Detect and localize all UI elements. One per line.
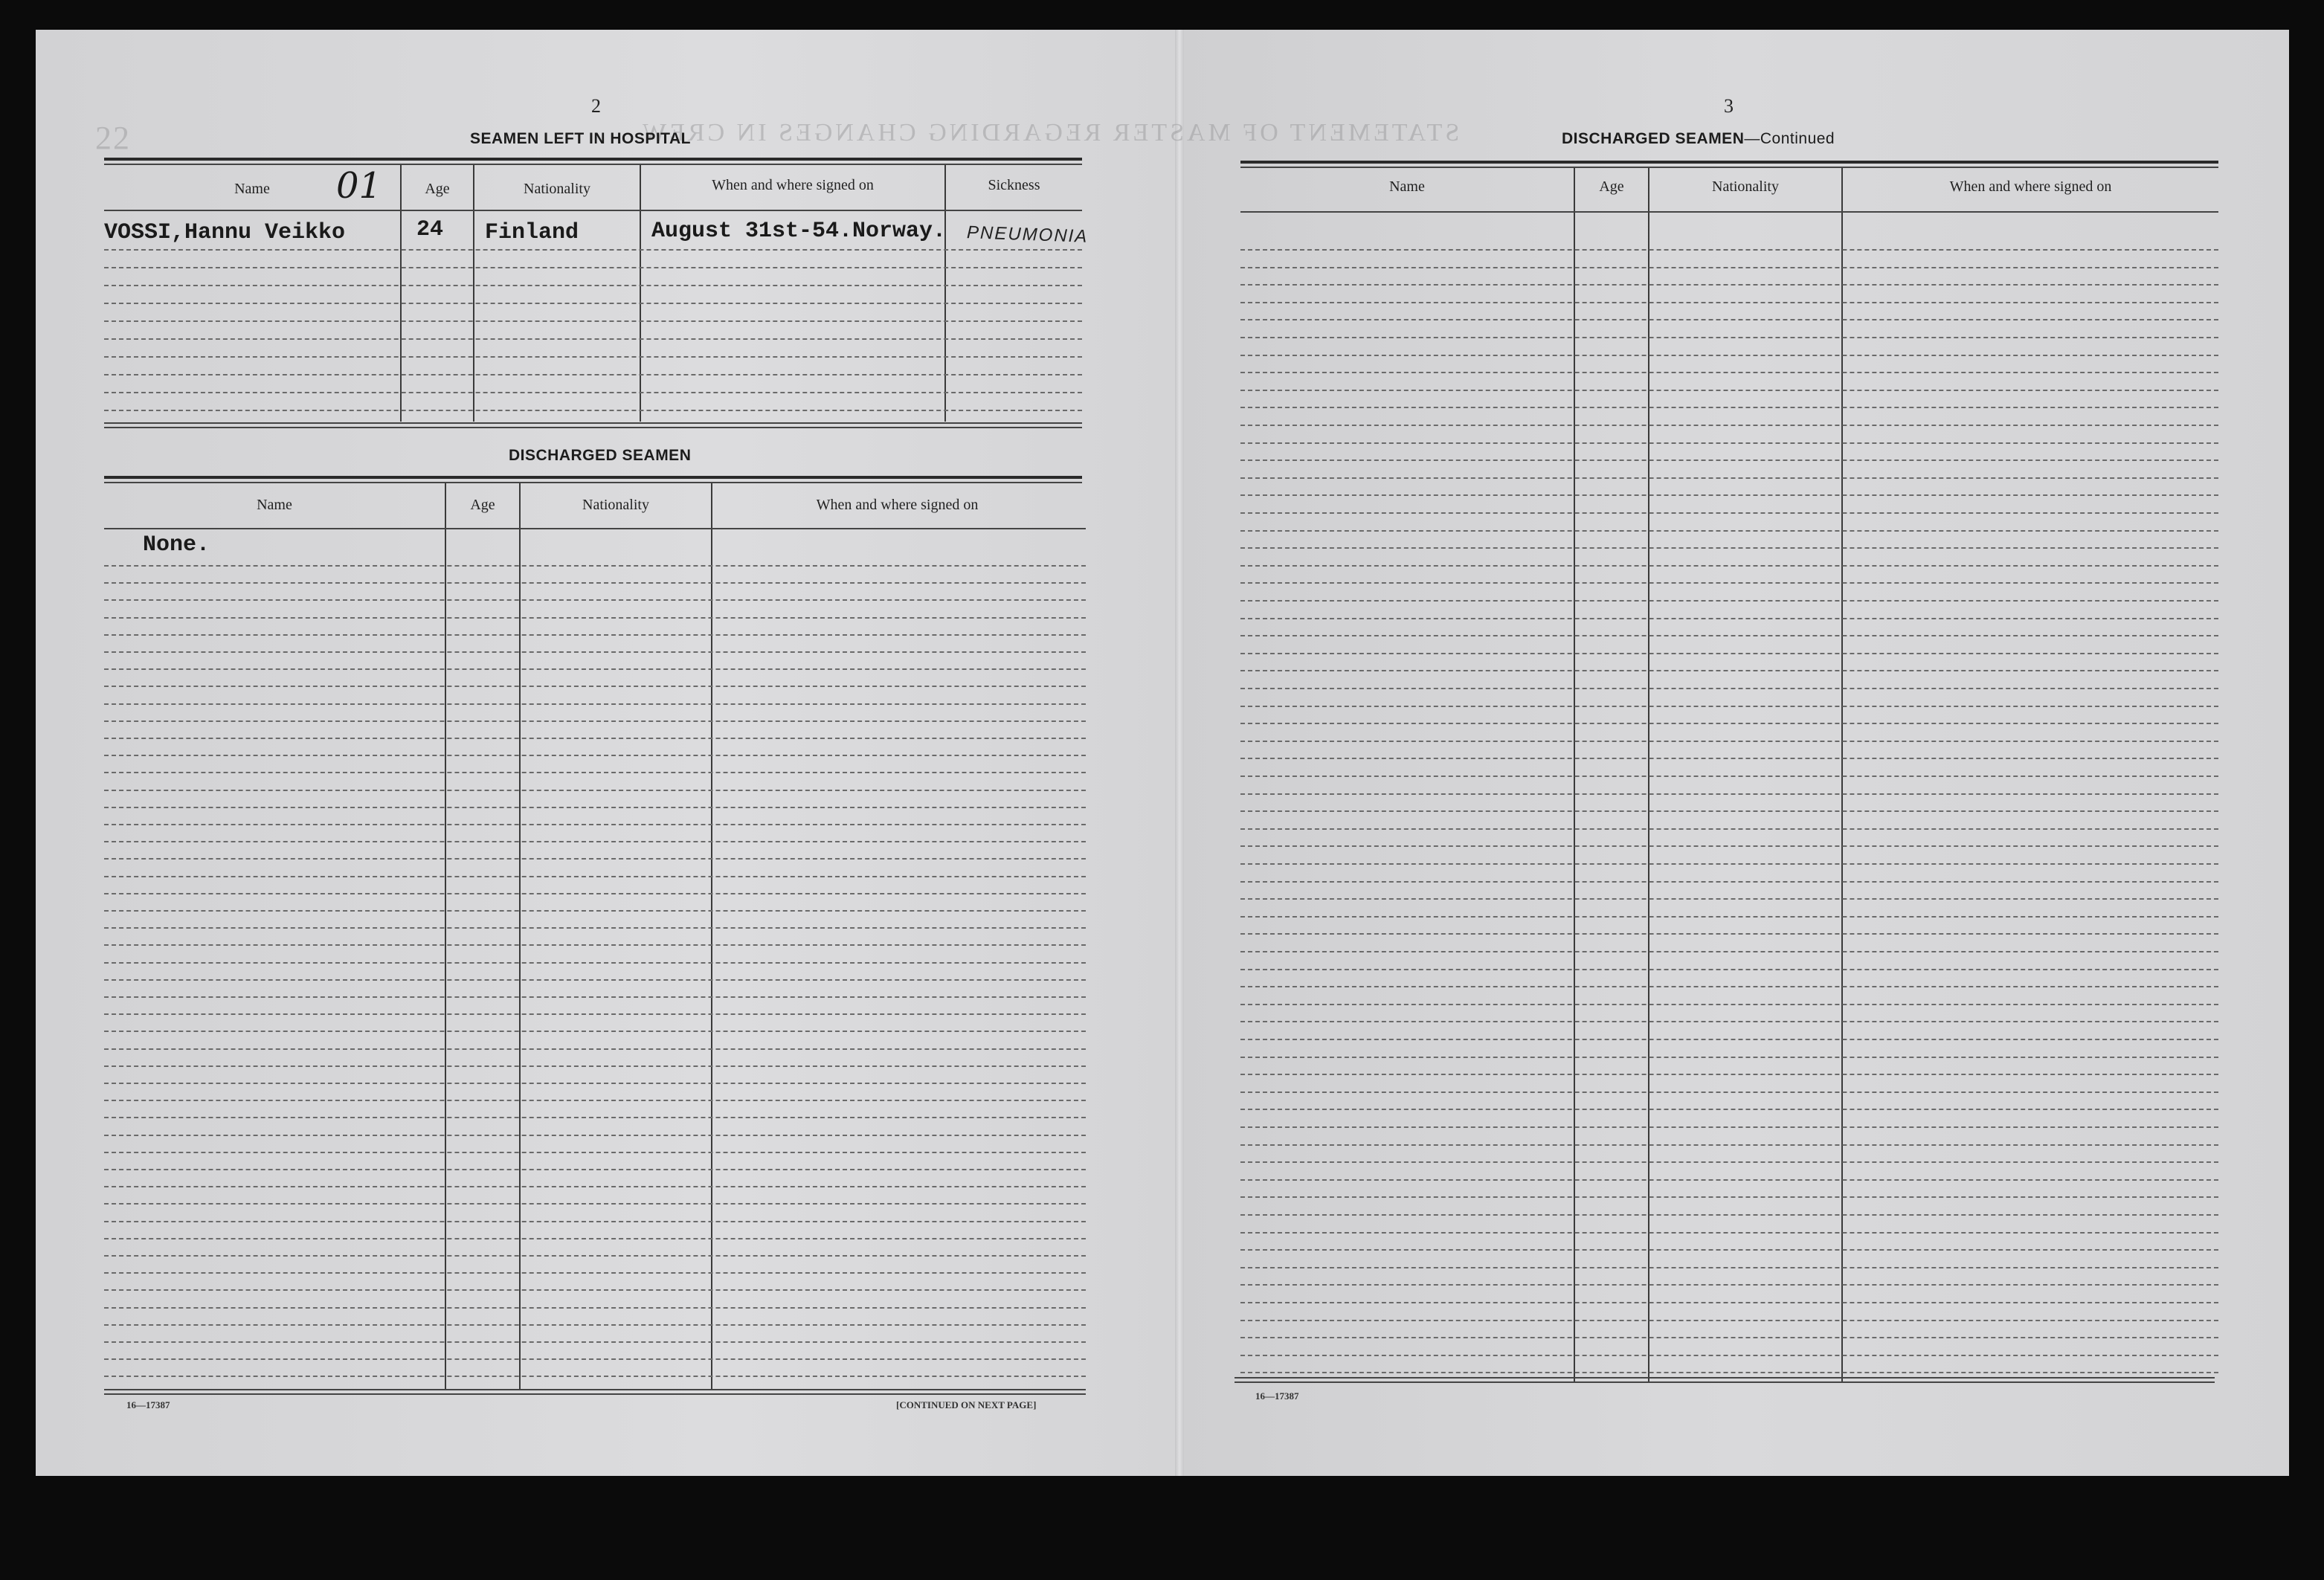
hospital-ruled-line: [104, 338, 1082, 340]
right-ruled-line: [1240, 302, 2218, 303]
right-ruled-line: [1240, 986, 2218, 987]
right-ruled-line: [1240, 618, 2218, 619]
discharged-ruled-line: [104, 582, 1086, 584]
discharged-header-name: Name: [257, 497, 292, 513]
hospital-header-name: Name: [234, 181, 270, 197]
hospital-ruled-line: [104, 303, 1082, 304]
right-ruled-line: [1240, 284, 2218, 286]
right-title-suffix: —Continued: [1744, 130, 1835, 147]
hospital-handwritten-mark: 01: [336, 165, 382, 207]
discharged-ruled-line: [104, 1324, 1086, 1326]
right-ruled-line: [1240, 706, 2218, 707]
right-section-title: [1562, 130, 1835, 148]
right-ruled-line: [1240, 1179, 2218, 1181]
discharged-ruled-line: [104, 1117, 1086, 1118]
right-ruled-line: [1240, 425, 2218, 426]
right-header-name: Name: [1389, 178, 1425, 195]
right-ruled-line: [1240, 407, 2218, 408]
discharged-ruled-line: [104, 893, 1086, 894]
hospital-header-nationality: Nationality: [524, 181, 590, 197]
left-page: [36, 30, 1179, 1476]
page-number-right: 3: [1724, 95, 1734, 117]
hospital-header-age: Age: [425, 181, 450, 197]
left-footer-form-number: 16—17387: [126, 1399, 170, 1410]
right-ruled-line: [1240, 951, 2218, 952]
right-ruled-line: [1240, 1372, 2218, 1373]
right-ruled-line: [1240, 1161, 2218, 1163]
discharged-ruled-line: [104, 634, 1086, 636]
discharged-ruled-line: [104, 962, 1086, 964]
discharged-ruled-line: [104, 1341, 1086, 1343]
right-header-nationality: Nationality: [1712, 178, 1779, 195]
discharged-ruled-line: [104, 738, 1086, 739]
discharged-ruled-line: [104, 1169, 1086, 1170]
right-ruled-line: [1240, 1021, 2218, 1022]
discharged-ruled-line: [104, 790, 1086, 791]
discharged-ruled-line: [104, 927, 1086, 929]
right-ruled-line: [1240, 898, 2218, 900]
discharged-ruled-line: [104, 720, 1086, 722]
right-ruled-line: [1240, 1092, 2218, 1093]
hospital-ruled-line: [104, 410, 1082, 411]
right-ruled-line: [1240, 863, 2218, 865]
right-ruled-line: [1240, 916, 2218, 918]
right-ruled-line: [1240, 1074, 2218, 1075]
discharged-section-title: DISCHARGED SEAMEN: [509, 447, 692, 464]
right-ruled-line: [1240, 582, 2218, 584]
discharged-ruled-line: [104, 1203, 1086, 1205]
discharged-ruled-line: [104, 1255, 1086, 1257]
hospital-ruled-line: [104, 285, 1082, 286]
right-ruled-line: [1240, 319, 2218, 320]
discharged-ruled-line: [104, 1272, 1086, 1274]
right-ruled-line: [1240, 810, 2218, 812]
discharged-entry-none: None.: [143, 532, 210, 558]
discharged-ruled-line: [104, 1186, 1086, 1187]
right-ruled-line: [1240, 565, 2218, 567]
right-ruled-line: [1240, 460, 2218, 461]
right-ruled-line: [1240, 249, 2218, 251]
discharged-ruled-line: [104, 755, 1086, 756]
right-ruled-line: [1240, 390, 2218, 391]
right-ruled-line: [1240, 1057, 2218, 1058]
right-ruled-line: [1240, 267, 2218, 268]
discharged-ruled-line: [104, 944, 1086, 946]
right-ruled-line: [1240, 1196, 2218, 1198]
right-ruled-line: [1240, 1144, 2218, 1146]
hospital-entry-name: VOSSI,Hannu Veikko: [104, 220, 346, 245]
discharged-ruled-line: [104, 858, 1086, 860]
hospital-header-sickness: Sickness: [988, 177, 1040, 193]
bleed-through-heading: STATEMENT OF MASTER REGARDING CHANGES IN CREW: [640, 119, 1460, 146]
hospital-entry-sickness: PNEUMONIA: [966, 222, 1089, 247]
right-ruled-line: [1240, 372, 2218, 373]
discharged-ruled-line: [104, 1065, 1086, 1067]
right-ruled-line: [1240, 653, 2218, 654]
discharged-ruled-line: [104, 703, 1086, 705]
discharged-ruled-line: [104, 841, 1086, 842]
discharged-header-signed-on: When and where signed on: [816, 497, 979, 513]
right-title-main: DISCHARGED SEAMEN: [1562, 130, 1745, 147]
hospital-ruled-line: [104, 374, 1082, 375]
right-ruled-line: [1240, 741, 2218, 742]
discharged-ruled-line: [104, 1100, 1086, 1101]
right-ruled-line: [1240, 1232, 2218, 1234]
right-ruled-line: [1240, 969, 2218, 970]
discharged-ruled-line: [104, 1307, 1086, 1309]
hospital-section-title: SEAMEN LEFT IN HOSPITAL: [470, 130, 691, 147]
discharged-ruled-line: [104, 1083, 1086, 1084]
discharged-ruled-line: [104, 807, 1086, 808]
hospital-ruled-line: [104, 249, 1082, 251]
bleed-through-number: 22: [95, 120, 131, 156]
right-ruled-line: [1240, 1267, 2218, 1268]
right-ruled-line: [1240, 477, 2218, 479]
hospital-entry-age: 24: [416, 217, 444, 242]
left-footer-continued: [CONTINUED ON NEXT PAGE]: [896, 1399, 1037, 1410]
hospital-ruled-line: [104, 392, 1082, 393]
page-number-left: 2: [591, 95, 601, 117]
discharged-ruled-line: [104, 1238, 1086, 1239]
right-ruled-line: [1240, 355, 2218, 356]
right-ruled-line: [1240, 828, 2218, 830]
discharged-ruled-line: [104, 772, 1086, 773]
discharged-ruled-line: [104, 1376, 1086, 1377]
right-ruled-line: [1240, 1355, 2218, 1356]
discharged-ruled-line: [104, 1358, 1086, 1360]
right-header-age: Age: [1599, 178, 1624, 195]
hospital-top-rule: [104, 158, 1082, 161]
discharged-ruled-line: [104, 979, 1086, 981]
discharged-header-nationality: Nationality: [582, 497, 649, 513]
right-ruled-line: [1240, 933, 2218, 935]
right-footer-form-number: 16—17387: [1255, 1390, 1299, 1402]
right-ruled-line: [1240, 1004, 2218, 1005]
right-ruled-line: [1240, 670, 2218, 671]
discharged-ruled-line: [104, 996, 1086, 998]
discharged-ruled-line: [104, 565, 1086, 567]
discharged-ruled-line: [104, 686, 1086, 687]
right-ruled-line: [1240, 635, 2218, 636]
right-ruled-line: [1240, 547, 2218, 549]
discharged-ruled-line: [104, 910, 1086, 912]
right-ruled-line: [1240, 494, 2218, 496]
right-ruled-line: [1240, 1320, 2218, 1321]
discharged-header-age: Age: [470, 497, 495, 513]
right-ruled-line: [1240, 1249, 2218, 1251]
right-header-signed-on: When and where signed on: [1949, 178, 2112, 195]
right-ruled-line: [1240, 776, 2218, 777]
discharged-ruled-line: [104, 824, 1086, 825]
discharged-ruled-line: [104, 617, 1086, 619]
discharged-ruled-line: [104, 1031, 1086, 1032]
right-ruled-line: [1240, 337, 2218, 338]
page-fold: [1175, 30, 1184, 1476]
right-ruled-line: [1240, 1126, 2218, 1128]
right-ruled-line: [1240, 600, 2218, 602]
right-ruled-line: [1240, 723, 2218, 724]
right-ruled-line: [1240, 845, 2218, 847]
hospital-header-signed-on: When and where signed on: [712, 177, 874, 193]
discharged-ruled-line: [104, 1152, 1086, 1153]
right-ruled-line: [1240, 530, 2218, 532]
discharged-ruled-line: [104, 1221, 1086, 1222]
hospital-ruled-line: [104, 356, 1082, 358]
right-ruled-line: [1240, 1214, 2218, 1216]
discharged-ruled-line: [104, 1289, 1086, 1291]
hospital-entry-nationality: Finland: [485, 220, 579, 245]
hospital-ruled-line: [104, 267, 1082, 268]
discharged-ruled-line: [104, 1048, 1086, 1050]
right-ruled-line: [1240, 758, 2218, 759]
right-ruled-line: [1240, 512, 2218, 514]
right-ruled-line: [1240, 688, 2218, 689]
right-ruled-line: [1240, 881, 2218, 883]
right-ruled-line: [1240, 442, 2218, 444]
right-page: [1179, 30, 2289, 1476]
discharged-ruled-line: [104, 876, 1086, 877]
right-ruled-line: [1240, 1039, 2218, 1040]
discharged-ruled-line: [104, 668, 1086, 670]
right-ruled-line: [1240, 1337, 2218, 1338]
discharged-ruled-line: [104, 651, 1086, 653]
right-ruled-line: [1240, 793, 2218, 795]
right-ruled-line: [1240, 1302, 2218, 1303]
hospital-entry-signed-on: August 31st-54.Norway.: [651, 219, 947, 244]
discharged-ruled-line: [104, 1013, 1086, 1015]
right-ruled-line: [1240, 1284, 2218, 1286]
discharged-ruled-line: [104, 599, 1086, 601]
discharged-ruled-line: [104, 1135, 1086, 1136]
hospital-ruled-line: [104, 320, 1082, 322]
right-ruled-line: [1240, 1109, 2218, 1110]
